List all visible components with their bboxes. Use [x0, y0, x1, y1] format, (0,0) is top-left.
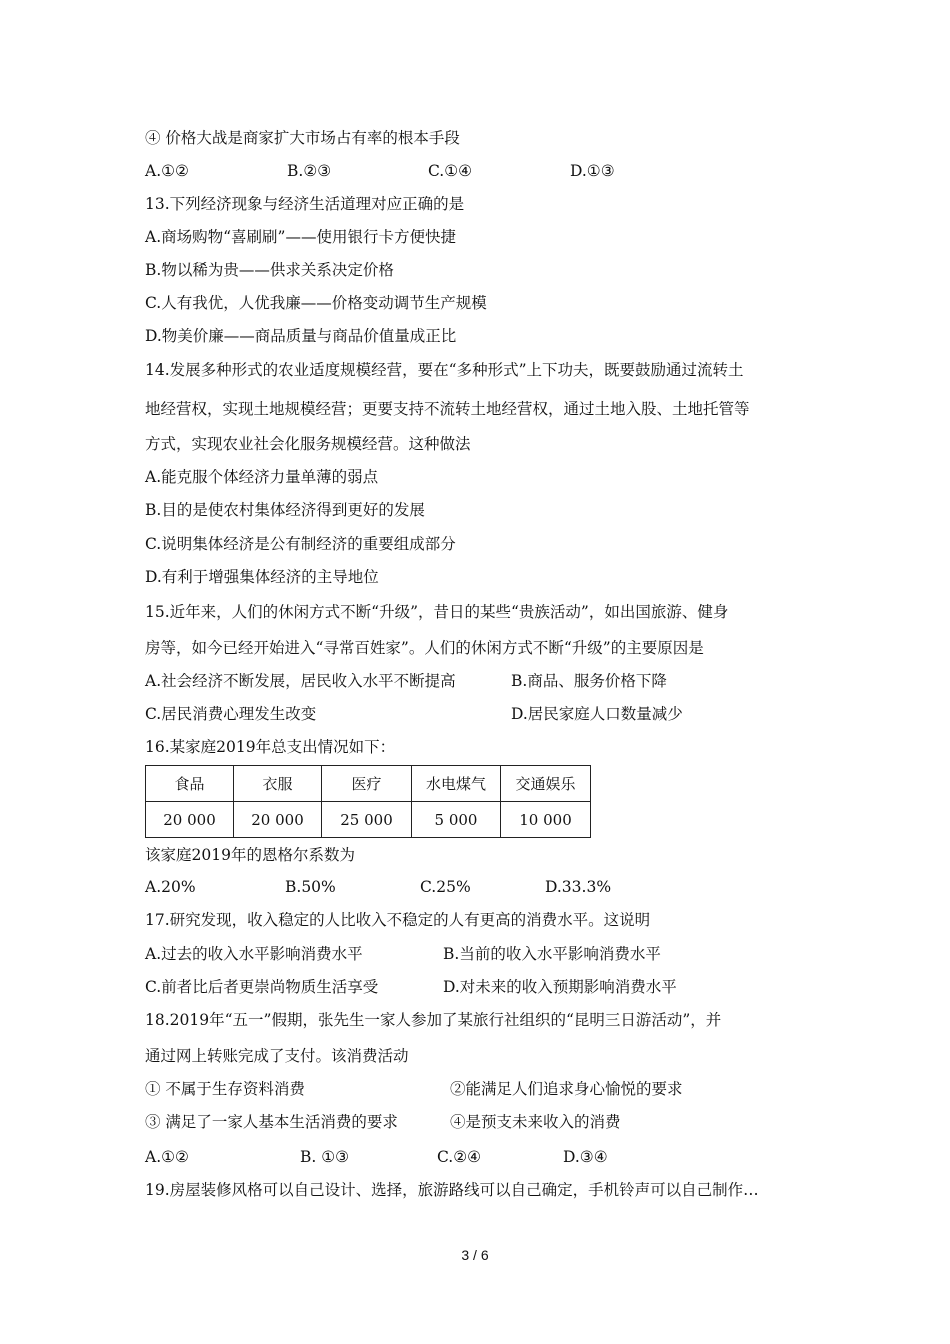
q13-stem: 13.下列经济现象与经济生活道理对应正确的是 — [145, 195, 465, 213]
q18-stem-line-2: 通过网上转账完成了支付。该消费活动 — [145, 1047, 409, 1065]
q18-option-d: D.③④ — [563, 1148, 608, 1166]
q16-option-a: A.20% — [145, 878, 196, 896]
q14-option-c: C.说明集体经济是公有制经济的重要组成部分 — [145, 535, 456, 553]
q14-stem-line-1: 14.发展多种形式的农业适度规模经营，要在“多种形式”上下功夫，既要鼓励通过流转土 — [145, 361, 744, 379]
q18-item-4: ④是预支未来收入的消费 — [450, 1113, 621, 1131]
q16-question: 该家庭2019年的恩格尔系数为 — [145, 846, 355, 864]
table-row — [146, 802, 591, 838]
q15-option-d: D.居民家庭人口数量减少 — [511, 705, 683, 723]
table-cell: 20 000 — [146, 802, 234, 838]
table-cell: 25 000 — [322, 802, 412, 838]
q16-option-b: B.50% — [285, 878, 336, 896]
table-header-cell: 交通娱乐 — [501, 766, 591, 802]
q19-stem: 19.房屋装修风格可以自己设计、选择，旅游路线可以自己确定，手机铃声可以自己制作… — [145, 1181, 759, 1199]
q17-option-c: C.前者比后者更崇尚物质生活享受 — [145, 978, 379, 996]
q13-option-d: D.物美价廉——商品质量与商品价值量成正比 — [145, 327, 457, 345]
q13-option-b: B.物以稀为贵——供求关系决定价格 — [145, 261, 394, 279]
q12-option-c: C.①④ — [428, 162, 473, 180]
q17-option-b: B.当前的收入水平影响消费水平 — [443, 945, 661, 963]
q16-stem: 16.某家庭2019年总支出情况如下： — [145, 738, 396, 756]
q15-stem-line-1: 15.近年来，人们的休闲方式不断“升级”，昔日的某些“贵族活动”，如出国旅游、健身 — [145, 603, 729, 621]
table-cell: 20 000 — [234, 802, 322, 838]
table-header-cell: 食品 — [146, 766, 234, 802]
q16-option-d: D.33.3% — [545, 878, 612, 896]
q14-option-d: D.有利于增强集体经济的主导地位 — [145, 568, 379, 586]
q17-option-a: A.过去的收入水平影响消费水平 — [145, 945, 363, 963]
q12-option-b: B.②③ — [287, 162, 332, 180]
table-cell: 5 000 — [412, 802, 501, 838]
q18-option-a: A.①② — [145, 1148, 189, 1166]
q18-item-2: ②能满足人们追求身心愉悦的要求 — [450, 1080, 683, 1098]
q18-option-b: B. ①③ — [300, 1148, 350, 1166]
q12-item-4: ④ 价格大战是商家扩大市场占有率的根本手段 — [145, 129, 460, 147]
expenditure-table — [145, 765, 591, 838]
table-header-cell: 医疗 — [322, 766, 412, 802]
q15-stem-line-2: 房等，如今已经开始进入“寻常百姓家”。人们的休闲方式不断“升级”的主要原因是 — [145, 639, 704, 657]
q15-option-b: B.商品、服务价格下降 — [511, 672, 667, 690]
q16-option-c: C.25% — [420, 878, 471, 896]
q18-stem-line-1: 18.2019年“五一”假期，张先生一家人参加了某旅行社组织的“昆明三日游活动”，并 — [145, 1011, 722, 1029]
q18-item-1: ① 不属于生存资料消费 — [145, 1080, 305, 1098]
q14-stem-line-3: 方式，实现农业社会化服务规模经营。这种做法 — [145, 435, 471, 453]
q17-stem: 17.研究发现，收入稳定的人比收入不稳定的人有更高的消费水平。这说明 — [145, 911, 651, 929]
q14-stem-line-2: 地经营权，实现土地规模经营；更要支持不流转土地经营权，通过土地入股、土地托管等 — [145, 400, 750, 418]
table-header-cell: 衣服 — [234, 766, 322, 802]
q15-option-c: C.居民消费心理发生改变 — [145, 705, 317, 723]
q12-option-d: D.①③ — [570, 162, 615, 180]
q13-option-c: C.人有我优，人优我廉——价格变动调节生产规模 — [145, 294, 487, 312]
page-number: 3 / 6 — [461, 1247, 489, 1263]
q14-option-a: A.能克服个体经济力量单薄的弱点 — [145, 468, 379, 486]
q12-option-a: A.①② — [145, 162, 189, 180]
q13-option-a: A.商场购物“喜刷刷”——使用银行卡方便快捷 — [145, 228, 456, 246]
q15-option-a: A.社会经济不断发展，居民收入水平不断提高 — [145, 672, 456, 690]
table-header-cell: 水电煤气 — [412, 766, 501, 802]
q18-option-c: C.②④ — [437, 1148, 482, 1166]
q17-option-d: D.对未来的收入预期影响消费水平 — [443, 978, 677, 996]
q18-item-3: ③ 满足了一家人基本生活消费的要求 — [145, 1113, 398, 1131]
table-header-row — [146, 766, 591, 802]
q14-option-b: B.目的是使农村集体经济得到更好的发展 — [145, 501, 425, 519]
table-cell: 10 000 — [501, 802, 591, 838]
